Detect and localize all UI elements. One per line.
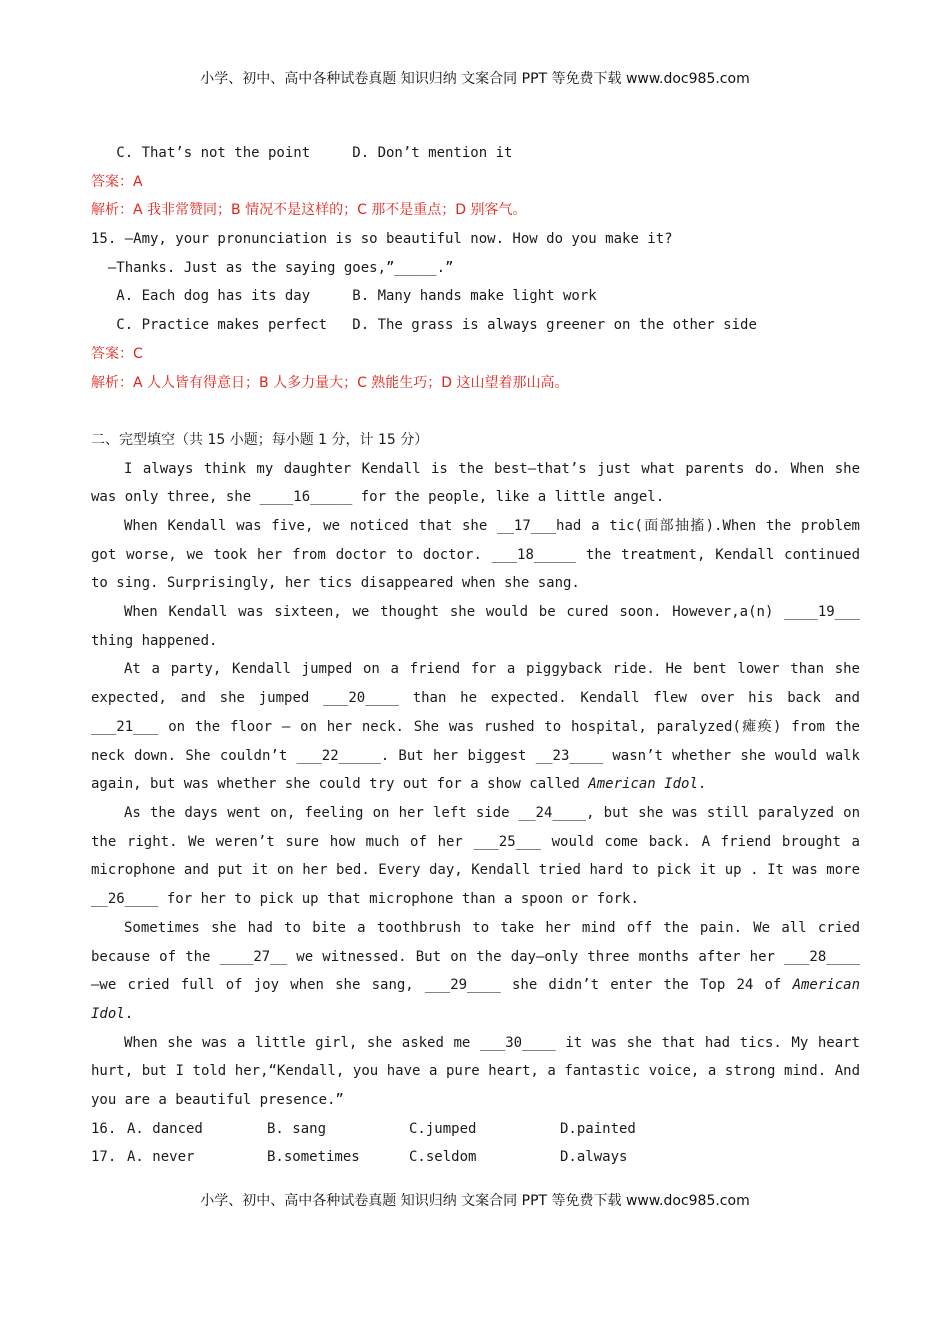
question-number: 17. (91, 1149, 117, 1166)
option-b: B.sometimes (267, 1149, 360, 1166)
q16-options (91, 1115, 860, 1144)
q15-answer: 答案：C (91, 345, 143, 362)
passage-text: I always think my daughter Kendall is the best—that’s just what parents do. When she was only three, she ____16_____ for the people, like a little angel. (91, 460, 860, 506)
q15-options-ab: A. Each dog has its day B. Many hands make light work (91, 288, 597, 305)
option-a: A. never (127, 1149, 195, 1166)
passage-text: When she was a little girl, she asked me ___30____ it was she that had tics. My heart hurt, but I told her,“Kendall, you have a pure heart, a fantastic voice, a strong mind. And you are a beautiful presence.” (91, 1034, 860, 1109)
option-c: C.jumped (409, 1120, 477, 1137)
passage-paragraph-7 (91, 1029, 860, 1115)
option-d: D.always (560, 1149, 628, 1166)
passage-text: When Kendall was five, we noticed that she __17___had a tic(面部抽搐).When the problem got worse, we took her from doctor to doctor. ___18_____ the treatment, Kendall continued to sing. Surprisingly, her tics disappeared when she sang. (91, 517, 860, 592)
passage-text: . (124, 1005, 134, 1022)
passage-text: At a party, Kendall jumped on a friend for a piggyback ride. He bent lower than she expected, and she jumped ___20____ than he expected. Kendall flew over his back and ___21___ on the floor — on her neck. She was rushed to hospital, paralyzed(瘫痪) from the neck down. She couldn’t ___22_____. But her biggest __23____ wasn’t whether she would walk again, but was whether she could try out for a show called (91, 661, 860, 793)
passage-paragraph-6 (91, 914, 860, 1029)
option-b: B. sang (267, 1120, 327, 1137)
q15-options-cd: C. Practice makes perfect D. The grass is always greener on the other side (91, 317, 757, 334)
passage-text: When Kendall was sixteen, we thought she would be cured soon. However,a(n) ____19___ thing happened. (91, 604, 860, 649)
show-title: American Idol (91, 977, 860, 1022)
q15-stem-1: 15. —Amy, your pronunciation is so beautiful now. How do you make it? (91, 231, 673, 248)
passage-paragraph-2 (91, 512, 860, 598)
q15-stem-2: —Thanks. Just as the saying goes,”_____.” (91, 259, 454, 276)
question-number: 16. (91, 1120, 117, 1137)
show-title: American Idol (588, 776, 698, 793)
option-c: C.seldom (409, 1149, 477, 1166)
q15-analysis: 解析：A 人人皆有得意日；B 人多力量大；C 熟能生巧；D 这山望着那山高。 (91, 374, 569, 391)
q14-analysis: 解析：A 我非常赞同；B 情况不是这样的；C 那不是重点；D 别客气。 (91, 202, 527, 219)
section-title: 二、完型填空（共 15 小题；每小题 1 分，计 15 分） (91, 431, 429, 448)
passage-paragraph-5 (91, 799, 860, 914)
q14-options-cd: C. That’s not the point D. Don’t mention it (91, 145, 513, 161)
header-banner: 小学、初中、高中各种试卷真题 知识归纳 文案合同 PPT 等免费下载 www.doc985.com (200, 71, 750, 87)
q17-options (91, 1143, 860, 1172)
page-content (91, 139, 860, 1172)
passage-paragraph-1 (91, 455, 860, 512)
option-a: A. danced (127, 1120, 203, 1137)
passage-paragraph-3 (91, 598, 860, 655)
passage-text: Sometimes she had to bite a toothbrush to take her mind off the pain. We all cried because of the ____27__ we witnessed. But on the day—only three months after her ___28____ —we cried full of joy when she sang, ___29____ she didn’t enter the Top 24 of (91, 919, 860, 994)
spacer (91, 397, 860, 426)
passage-text: . (697, 776, 707, 793)
passage-paragraph-4 (91, 655, 860, 799)
passage-text: As the days went on, feeling on her left side __24____, but she was still paralyzed on the right. We weren’t sure how much of her ___25___ would come back. A friend brought a microphone and put it on her bed. Every day, Kendall tried hard to pick it up . It was more __26____ for her to pick up that microphone than a spoon or fork. (91, 805, 860, 908)
option-d: D.painted (560, 1120, 636, 1137)
footer-banner: 小学、初中、高中各种试卷真题 知识归纳 文案合同 PPT 等免费下载 www.doc985.com (200, 1193, 750, 1209)
q14-answer: 答案：A (91, 173, 143, 190)
